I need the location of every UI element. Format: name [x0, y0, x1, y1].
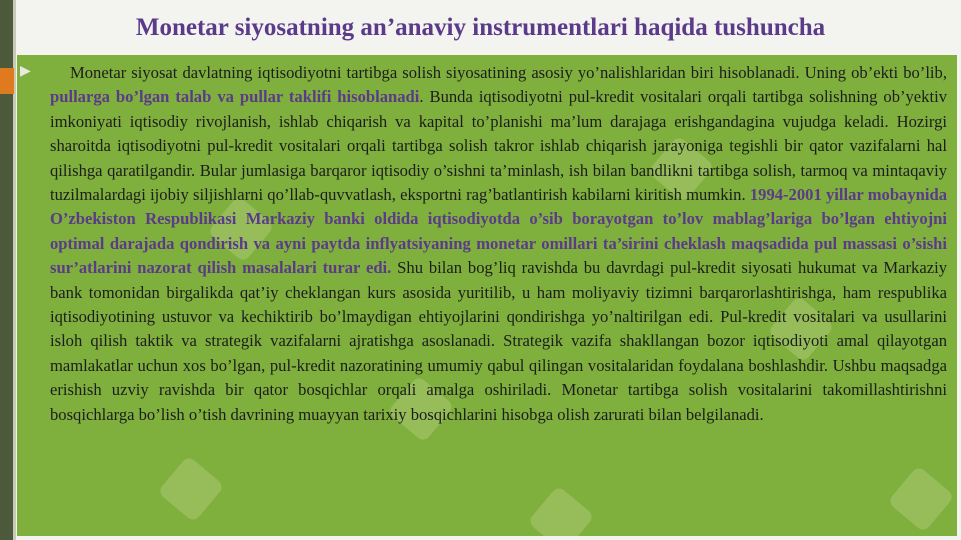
body-paragraph: [50, 61, 947, 427]
bullet-icon: ▶: [20, 64, 31, 79]
text-run: Monetar siyosat davlatning iqtisodiyotni tartibga solish siyosatining asosiy yo’nalishlaridan biri hisoblanadi. Uning ob’ekti bo’lib,: [70, 63, 947, 82]
decor-shape: [527, 485, 595, 536]
decor-shape: [157, 455, 225, 523]
highlight-text: pullarga bo’lgan talab va pullar taklifi hisoblanadi: [50, 87, 420, 107]
slide-title: Monetar siyosatning an’anaviy instrumentlari haqida tushuncha: [135, 14, 826, 41]
highlight-text: 1994-2001 yillar mobaynida O’zbekiston Respublikasi Markaziy banki oldida iqtisodiyotda o’sib borayotgan to’lov mablag’lariga bo’lgan ehtiyojni optimal darajada qondirish va ayni paytda inflyatsiyaning monetar omillari ta’sirini cheklash maqsadida pul massasi o’sishi sur’atlarini nazorat qilish masalalari turar edi.: [50, 185, 947, 278]
orange-accent-tab: [0, 68, 14, 94]
text-run: . Bunda iqtisodiyotni pul-kredit vositalari orqali tartibga solishning ob’yektiv imkoniyati iqtisodiy rivojlanish, ishlab chiqarish va kapital to’planishi ma’lum darajaga erishgandagina vujudga keladi. Hozirgi sharoitda iqtisodiyotni pul-kredit vositalari orqali tartibga solish takror ishlab chiqarish jarayoniga tegishli bir qator vazifalarni hal qilishga qaratilgandir. Bular jumlasiga barqaror iqtisodiy o’sishni ta’minlash, ish bilan bandlikni tartibga solish, tarmoq va mintaqaviy tuzilmalardagi ijobiy siljishlarni qo’llab-quvvatlash, eksportni rag’batlantirish kabilarni kiritish mumkin.: [50, 87, 947, 205]
text-run: Shu bilan bog’liq ravishda bu davrdagi pul-kredit siyosati hukumat va Markaziy bank tomonidan birgalikda qat’iy cheklangan kurs asosida yuritilib, u ham moliyaviy tizimni barqarorlashtirishga, ham respublika iqtisodiyotining ustuvor va kechiktirib bo’lmaydigan ehtiyojlarini qondirishga yo’naltirilgan edi. Pul-kredit vositalari va usullarini isloh qilish taktik va strategik vazifalarni ajratishga asoslanadi. Strategik vazifa shakllangan bozor iqtisodiyoti amal qilayotgan mamlakatlar uchun xos bo’lgan, pul-kredit nazoratining umumiy qabul qilingan vositalaridan foydalana boshlashdir. Ushbu maqsadga erishish uzviy ravishda bir qator bosqichlar orqali amalga oshiriladi. Monetar tartibga solish vositalarini takomillashtirishni bosqichlarga bo’lish o’tish davrining muayyan tarixiy bosqichlarini hisobga olish zarurati bilan belgilanadi.: [50, 258, 947, 424]
decor-shape: [887, 465, 955, 533]
